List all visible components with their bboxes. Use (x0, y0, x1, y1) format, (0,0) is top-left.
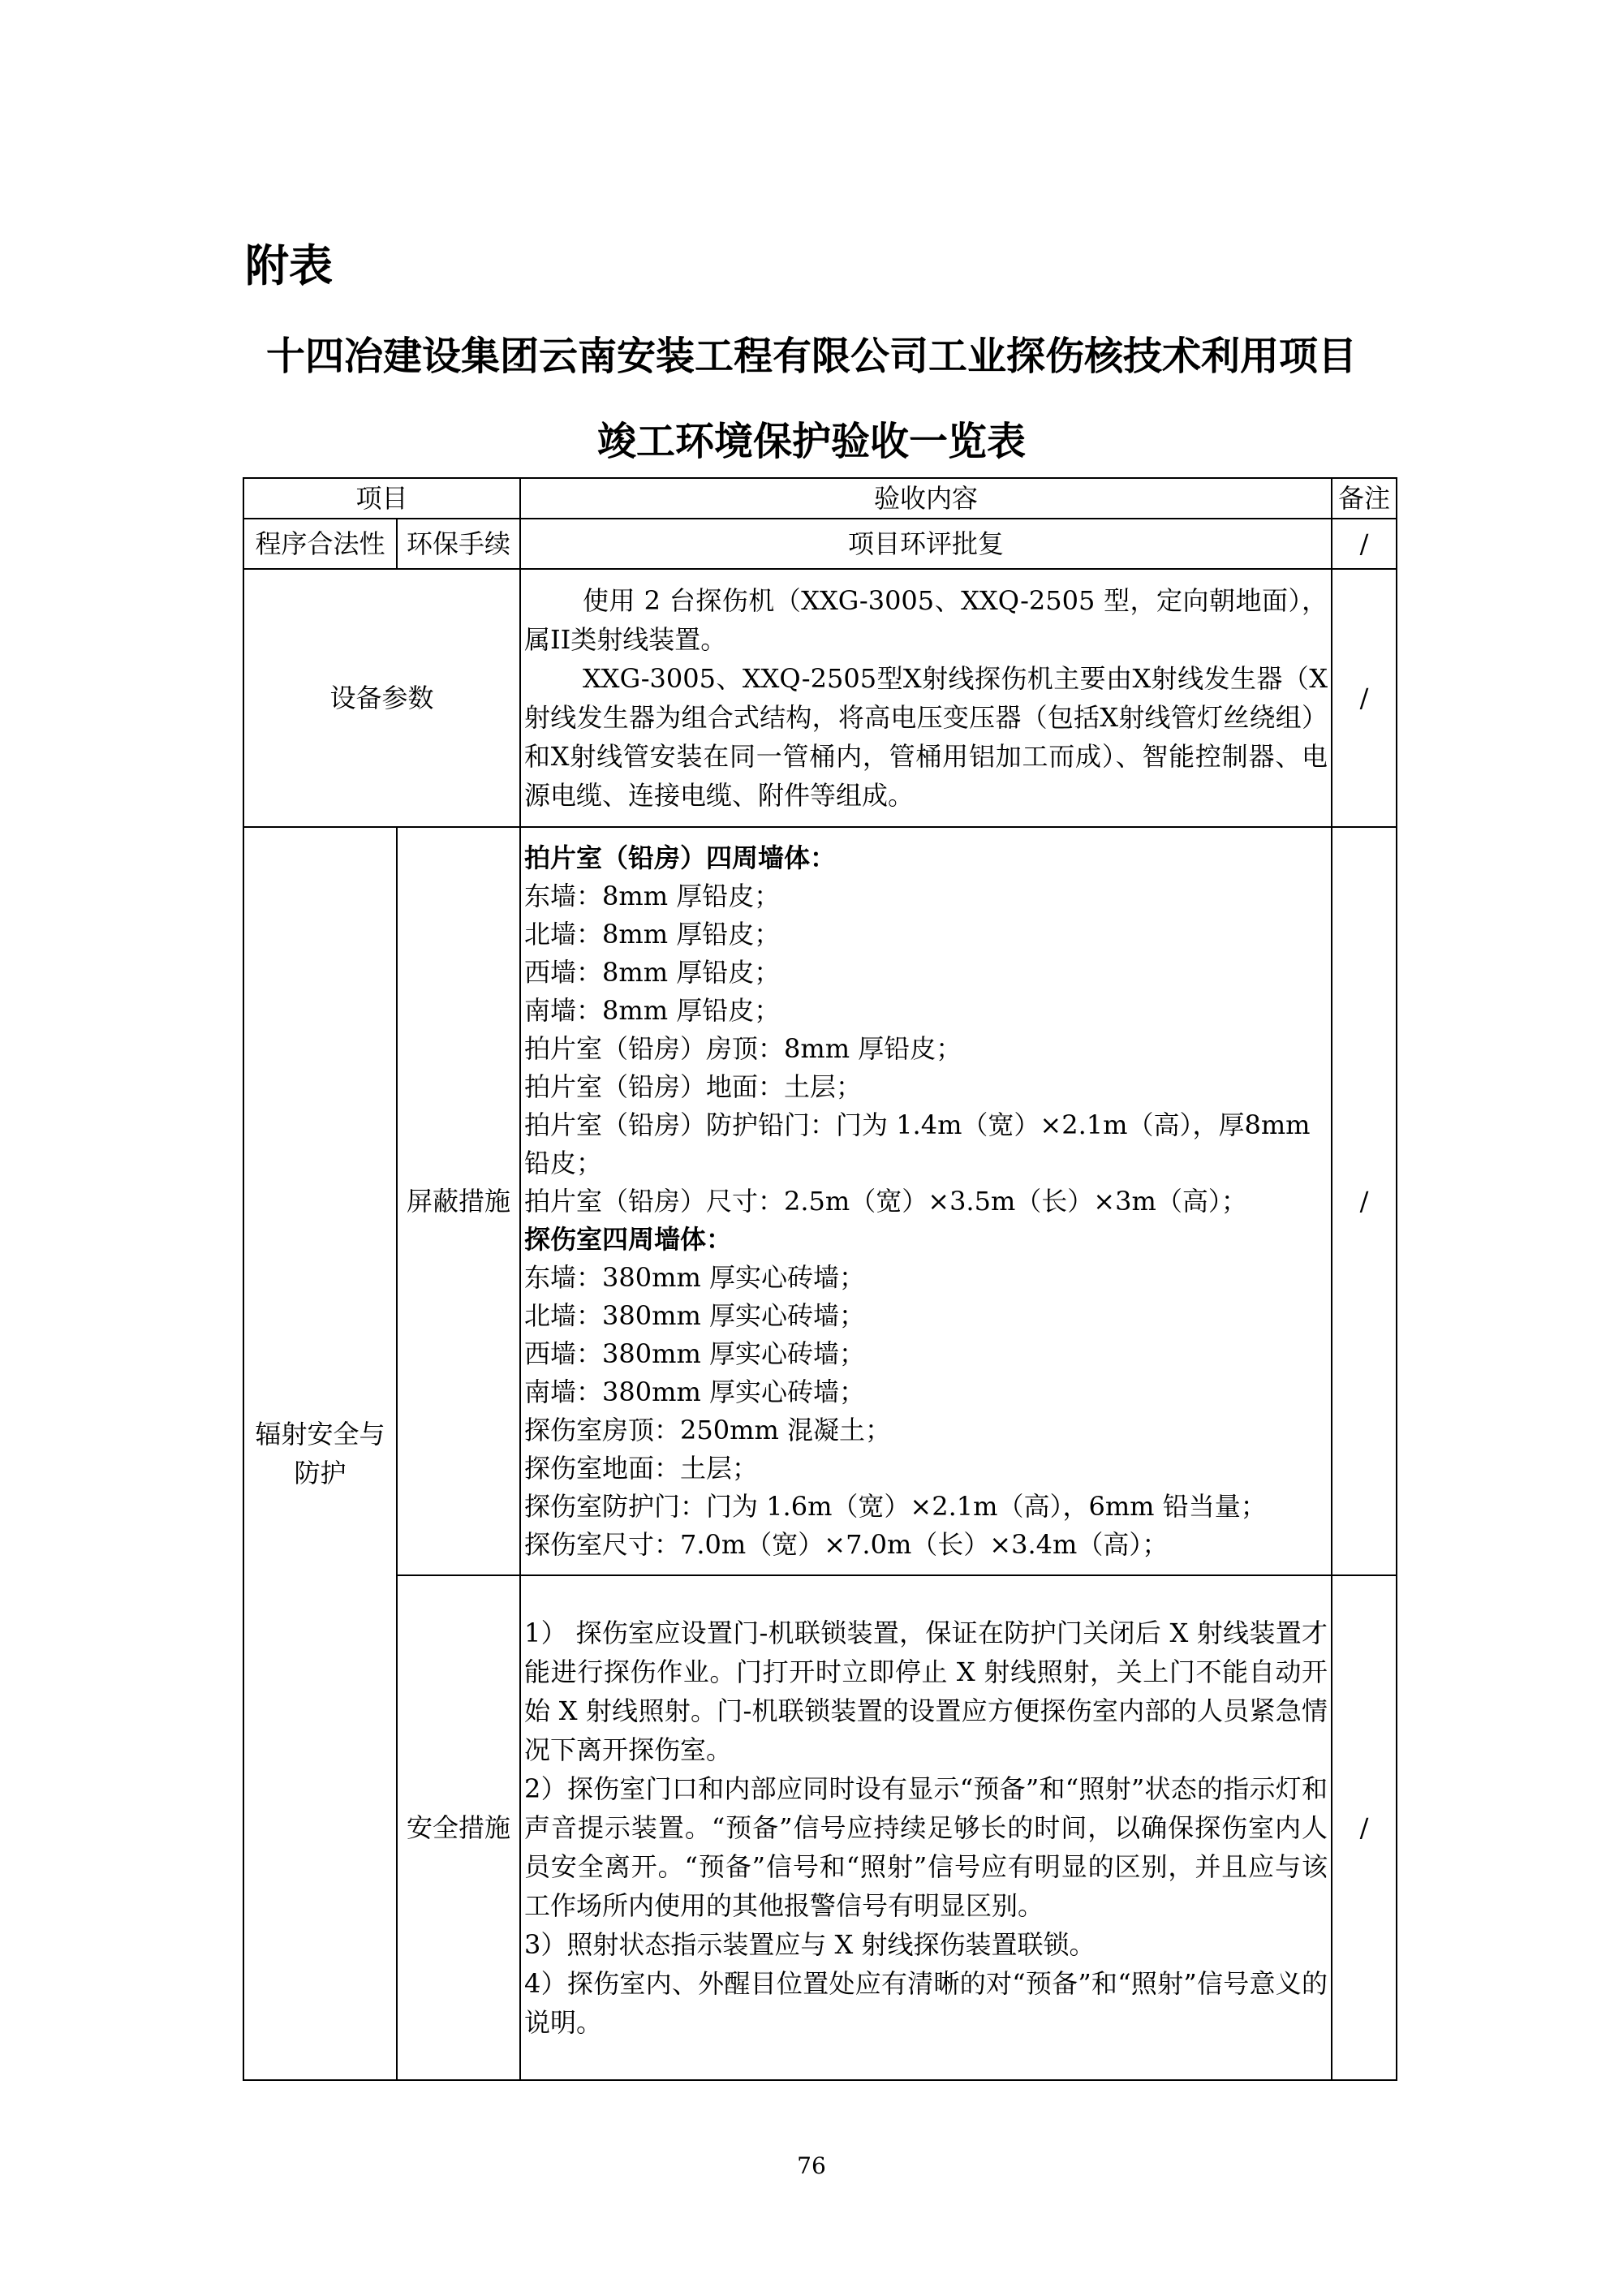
shielding-content (520, 827, 1332, 1575)
table-row-safety (243, 1575, 1397, 2080)
safety-paragraph: 4）探伤室内、外醒目位置处应有清晰的对“预备”和“照射”信号意义的说明。 (524, 1968, 1328, 2038)
list-item: 拍片室（铅房）房顶：8mm 厚铅皮； (524, 1032, 962, 1064)
page-number: 76 (797, 2152, 826, 2179)
list-item: 西墙：8mm 厚铅皮； (524, 956, 781, 988)
safety-content (520, 1575, 1332, 2080)
equipment-content (520, 569, 1332, 827)
radiation-category: 辐射安全与防护 (243, 827, 397, 2080)
legal-remark: / (1332, 519, 1397, 569)
appendix-heading: 附表 (245, 240, 333, 291)
document-title-line-2: 竣工环境保护验收一览表 (596, 419, 1026, 464)
list-item: 东墙：380mm 厚实心砖墙； (524, 1261, 865, 1293)
header-content: 验收内容 (520, 478, 1332, 519)
header-remark: 备注 (1332, 478, 1397, 519)
equipment-paragraph: XXG-3005、XXQ-2505型X射线探伤机主要由X射线发生器（X射线发生器为组合式结构，将高电压变压器（包括X射线管灯丝绕组）和X射线管安装在同一管桶内，管桶用铝加工而成）、智能控制器、电源电缆、连接电缆、附件等组成。 (524, 663, 1328, 811)
list-item: 东墙：8mm 厚铅皮； (524, 880, 781, 911)
table-header-row (243, 478, 1397, 519)
table-row-shielding (243, 827, 1397, 1575)
safety-remark: / (1332, 1575, 1397, 2080)
safety-paragraph: 3）照射状态指示装置应与 X 射线探伤装置联锁。 (524, 1929, 1096, 1960)
shielding-label: 屏蔽措施 (397, 827, 520, 1575)
safety-paragraph: 1） 探伤室应设置门-机联锁装置，保证在防护门关闭后 X 射线装置才能进行探伤作业。门打开时立即停止 X 射线照射，关上门不能自动开始 X 射线照射。门-机联锁装置的设置应方便探伤室内部的人员紧急情况下离开探伤室。 (524, 1618, 1328, 1765)
safety-paragraph: 2）探伤室门口和内部应同时设有显示“预备”和“照射”状态的指示灯和声音提示装置。“预备”信号应持续足够长的时间，以确保探伤室内人员安全离开。“预备”信号和“照射”信号应有明显的区别，并且应与该工作场所内使用的其他报警信号有明显区别。 (524, 1773, 1328, 1921)
table-row-legal (243, 519, 1397, 569)
list-item: 探伤室防护门：门为 1.6m（宽）×2.1m（高），6mm 铅当量； (524, 1490, 1267, 1522)
list-item: 南墙：380mm 厚实心砖墙； (524, 1376, 865, 1407)
legal-content: 项目环评批复 (520, 519, 1332, 569)
list-item: 北墙：380mm 厚实心砖墙； (524, 1299, 865, 1331)
document-title-line-1: 十四冶建设集团云南安装工程有限公司工业探伤核技术利用项目 (265, 334, 1357, 379)
table-row-equipment (243, 569, 1397, 827)
list-item: 南墙：8mm 厚铅皮； (524, 994, 781, 1026)
equipment-category: 设备参数 (243, 569, 520, 827)
equipment-paragraph: 使用 2 台探伤机（XXG-3005、XXQ-2505 型，定向朝地面），属II类射线装置。 (524, 585, 1328, 655)
safety-label: 安全措施 (397, 1575, 520, 2080)
list-item: 拍片室（铅房）防护铅门：门为 1.4m（宽）×2.1m（高），厚8mm 铅皮； (524, 1109, 1311, 1178)
list-item: 探伤室尺寸：7.0m（宽）×7.0m（长）×3.4m（高）； (524, 1528, 1169, 1560)
header-item: 项目 (243, 478, 520, 519)
list-item: 拍片室（铅房）地面：土层； (524, 1070, 863, 1102)
equipment-remark: / (1332, 569, 1397, 827)
shielding-list (524, 839, 1328, 1564)
list-item: 探伤室房顶：250mm 混凝土； (524, 1414, 891, 1445)
list-item: 拍片室（铅房）尺寸：2.5m（宽）×3.5m（长）×3m（高）； (524, 1185, 1247, 1217)
list-item: 探伤室四周墙体： (524, 1223, 733, 1255)
list-item: 西墙：380mm 厚实心砖墙； (524, 1338, 865, 1369)
list-item: 探伤室地面：土层； (524, 1452, 759, 1484)
list-item: 拍片室（铅房）四周墙体： (524, 842, 837, 873)
legal-category: 程序合法性 (243, 519, 397, 569)
acceptance-table (243, 477, 1397, 2081)
legal-subcategory: 环保手续 (397, 519, 520, 569)
list-item: 北墙：8mm 厚铅皮； (524, 918, 781, 950)
shielding-remark: / (1332, 827, 1397, 1575)
